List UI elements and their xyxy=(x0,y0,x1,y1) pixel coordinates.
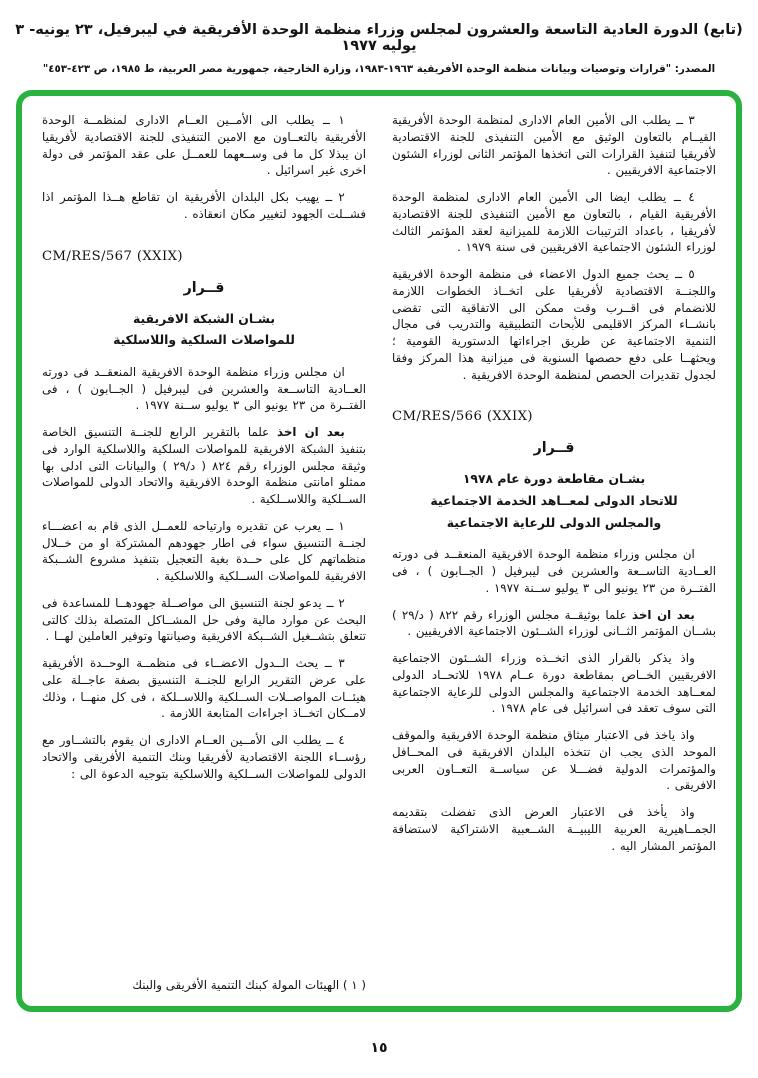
header-session-title: (تابع) الدورة العادية التاسعة والعشرون لمجلس وزراء منظمة الوحدة الأفريقية في ليبرفيل، ٢٣ يونيه- ٣ يوليه ١٩٧٧ xyxy=(15,22,743,54)
column-left xyxy=(42,112,366,994)
preamble-paragraph xyxy=(42,424,366,508)
operative-paragraph-4b: ٤ ــ يطلب الى الأمــين العــام الادارى ان يقوم بالتشــاور مع رؤســاء اللجنة الاقتصادية لأفريقيا وبنك التنمية الأفريقى والاتحاد الدولى للمواصلات الســلكية واللاسلكية بتوجيه الدعوة الى : xyxy=(42,733,366,781)
header-source-citation: المصدر: "قرارات وتوصيات وبيانات منظمة الوحدة الأفريقية ١٩٦٣-١٩٨٣، وزارة الخارجية، جمهورية مصر العربية، ط ١٩٨٥، ص ٤٢٣-٤٥٣" xyxy=(42,63,716,75)
resolution-title xyxy=(42,308,366,351)
bold-lead: بعد ان اخذ xyxy=(277,425,345,440)
operative-paragraph-2b: ٢ ــ يدعو لجنة التنسيق الى مواصــلة جهودهــا للمساعدة فى البحث عن موارد مالية وفى حل المشــاكل المتصلة بذلك كالتى تتعلق بتشــغيل الشــبكة الافريقية وصيانتها وتوفير العاملين لهــا . xyxy=(42,595,366,644)
content-border-box xyxy=(16,90,742,1012)
resolution-heading: قــرار xyxy=(183,279,225,296)
preamble-paragraph: واذ يأخذ فى الاعتبار العرض الذى تفضلت بتقديمه الجمــاهيرية العربية الليبيــة الشــعبية الاشتراكية لاستضافة المؤتمر المشار اليه . xyxy=(392,805,716,853)
resolution-number-566: CM/RES/566 (XXIX) xyxy=(392,409,533,425)
resolution-title-line3: والمجلس الدولى للرعاية الاجتماعية xyxy=(446,514,662,530)
page-number: ١٥ xyxy=(370,1040,388,1056)
two-column-layout xyxy=(42,112,716,994)
operative-paragraph-1: ١ ــ يطلب الى الأمــين العــام الادارى لمنظمــة الوحدة الأفريقية بالتعــاون مع الامين التنفيذى للجنة الاقتصادية لأفريقيا ان يبذلا كل ما فى وســعهما للعمــل على عقد المؤتمر فى دولة اخرى غير اسرائيل . xyxy=(42,113,366,178)
paragraph-text: علما بوثيقــة مجلس الوزراء رقم ٨٢٢ ( د/٢٩ ) بشــان المؤتمر الثــانى لوزراء الشــئون الاجتماعية الافريقيين . xyxy=(392,607,716,639)
resolution-title xyxy=(392,468,716,533)
resolution-title-line1: بشـان الشبكة الافريقية xyxy=(132,310,276,326)
operative-paragraph-3: ٣ ــ يطلب الى الأمين العام الادارى لمنظمة الوحدة الأفريقية القيــام بالتعاون الوثيق مع الأمين التنفيذى للجنة الاقتصادية لأفريقيا لتنفيذ القرارات التى اتخذها المؤتمر الثانى لوزراء الشئون الاجتماعية الافريقيين . xyxy=(392,113,716,178)
footnote-line: ( ١ ) الهيئات المولة كبنك التنمية الأفريقى والبنك xyxy=(132,978,366,992)
preamble-paragraph: ان مجلس وزراء منظمة الوحدة الافريقية المنعقــد فى دورته العــادية التاســعة والعشرين فى ليبرفيل ( الجــابون ) ، فى الفتــرة من ٢٣ يونيو الى ٣ يوليو ســنة ١٩٧٧ . xyxy=(392,547,716,595)
operative-paragraph-2: ٢ ــ يهيب بكل البلدان الأفريقية ان تقاطع هــذا المؤتمر اذا فشــلت الجهود لتغيير مكان انعقاذه . xyxy=(42,190,366,221)
paragraph-text: علما بالتقرير الرابع للجنــة التنسيق الخاصة بتنفيذ الشبكة الافريقية للمواصلات السلكية واللاسلكية الوارد فى وثيقة مجلس الوزراء رقم ٨٢٤ ( د/٢٩ ) والبيانات التى ادلى بها ممثلو امانتى منظمة الوحدة الافريقية والاتحاد الدولى للمواصلات الســلكية واللاســلكية . xyxy=(42,425,366,507)
operative-paragraph-3b: ٣ ــ يحث الــدول الاعضــاء فى منظمــة الوحــدة الأفريقية على عرض التقرير الرابع للجنــة التنسيق بصفة عاجــلة على هيئــات المواصــلات الســلكية واللاســلكة ، فى كل منهــا ، وذلك لامــكان اتخــاذ اجراءات المتابعة اللازمة . xyxy=(42,656,366,721)
operative-paragraph-4: ٤ ــ يطلب ايضا الى الأمين العام الادارى لمنظمة الوحدة الأفريقية القيام ، بالتعاون مع الأمين التنفيذى للجنة الاقتصادية لأفريقيا ، باعداد الترتيبات اللازمة للميزانية لعقد المؤتمر الثالث لوزراء الشئون الاجتماعية الافريقيين فى سنة ١٩٧٩ . xyxy=(392,190,716,255)
resolution-title-line1: بشـان مقاطعة دورة عام ١٩٧٨ xyxy=(462,471,646,487)
resolution-heading: قــرار xyxy=(533,440,575,457)
bold-lead: بعد ان اخذ xyxy=(632,607,695,622)
resolution-title-line2: للاتحاد الدولى لمعــاهد الخدمة الاجتماعية xyxy=(430,492,678,508)
resolution-title-line2: للمواصلات السلكية واللاسلكية xyxy=(113,332,295,348)
operative-paragraph-1b: ١ ــ يعرب عن تقديره وارتياحه للعمــل الذى قام به اعضـــاء لجنــة التنسيق سواء فى اطار جهودهم المشتركة او من خــلال منظماتهم كل على حــدة بغية التعجيل بتنفيذ مشروع الشــبكة الافريقية للمواصلات الســلكية واللاسلكية . xyxy=(42,518,366,584)
preamble-paragraph: ان مجلس وزراء منظمة الوحدة الافريقية المنعقــد فى دورته العــادية التاســعة والعشرين فى ليبرفيل ( الجــابون ) ، فى الفتــرة من ٢٣ يونيو الى ٣ يوليو ســنة ١٩٧٧ . xyxy=(42,364,366,413)
operative-paragraph-5: ٥ ــ يحث جميع الدول الاعضاء فى منظمة الوحدة الافريقية واللجنــة الاقتصادية لأفريقيا على اتخــاذ الخطوات اللازمة للانضمام فى اقــرب وقت ممكن الى الاتفاقية التى تقضى بانشــاء المركز الاقليمى للأبحاث التطبيقية والتدريب فى مجال التنمية الاجتماعية عن طريق اجراءاتها الدستورية القومية ؛ ويحثهــا على دفع حصصها السنوية فى ميزانية هذا المركز وفقا لجدول تقديرات الحصص لمنظمة الوحدة الافريقية . xyxy=(392,267,716,382)
preamble-paragraph: واذ يذكر بالقرار الذى اتخــذه وزراء الشــئون الاجتماعية الافريقيين الخــاص بمقاطعة دورة عــام ١٩٧٨ للاتحــاد الدولى لمعــاهد الخدمة الاجتماعية والمجلس الدولى للرعاية الاجتماعية التى سوف تعقد فى اسرائيل فى عام ١٩٧٨ . xyxy=(392,651,716,716)
resolution-number-567: CM/RES/567 (XXIX) xyxy=(42,248,183,264)
preamble-paragraph: واذ ياخذ فى الاعتبار ميثاق منظمة الوحدة الافريقية والموقف الموحد الذى يجب ان تتخذه البلدان الافريقية فى المحــافل والمؤتمرات الدولية فضـــلا عن سياســة التعــاون العربى الافريقى . xyxy=(392,728,716,793)
column-right xyxy=(392,112,716,994)
page-header xyxy=(0,22,758,75)
preamble-paragraph xyxy=(392,607,716,641)
